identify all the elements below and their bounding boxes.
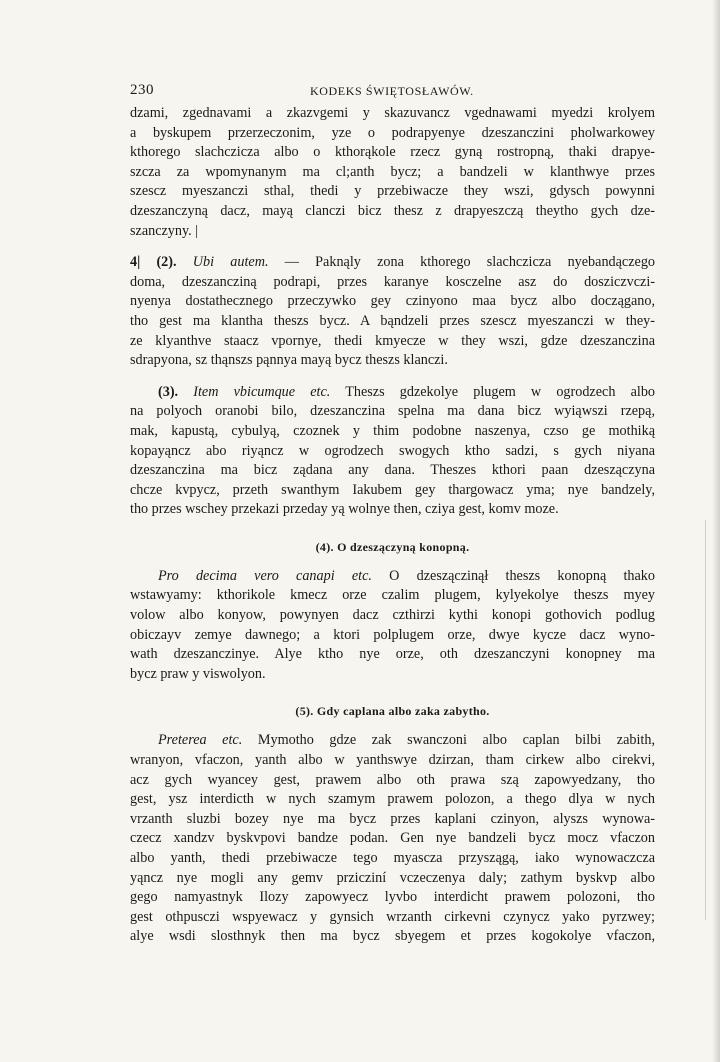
running-head (130, 82, 655, 104)
text-line: gest othpusczi wspyewacz y gynsich wrzanth cirkevni czynycz yako pyrzwey; (130, 908, 655, 925)
latin-incipit: Item vbicumque etc. (193, 383, 331, 400)
text-line: wstawyamy: kthorikole kmecz orze czalim plugem, kylyekolye theszs myey (130, 587, 655, 604)
text-line (130, 567, 655, 587)
text-line: ze klyanthve staacz vpornye, thedi kmyecze w they wszi, gdze dzeszanczina (130, 332, 655, 349)
page-number: 230 (130, 82, 154, 98)
text-line: volow albo konyow, powynyen dacz czthirzi kythi konopi gothovich podlug (130, 607, 655, 624)
text-line: dzeszanczina ma bicz ządana any dana. Theszes kthori paan dzeszączyna (130, 462, 655, 479)
section-3 (130, 383, 655, 520)
text-line: dzami, zgednavami a zkazvgemi y skazuvancz vgednawami myedzi krolyem (130, 105, 655, 121)
text-line: na polyoch oranobi bilo, dzeszanczina spelna ma dana bicz wyiąwszi rzepą, (130, 403, 655, 420)
text-line (130, 731, 655, 751)
text-fragment: Theszs gdzekolye plugem w ogrodzech albo (345, 383, 656, 400)
section-number: (3). (158, 383, 179, 400)
page (130, 82, 655, 947)
text-line: a byskupem przerzeczonim, yze o podrapyenye dzeszanczini pholwarkowey (130, 124, 655, 141)
text-fragment: O dzeszączinął theszs konopną thako (389, 567, 655, 584)
text-line: mak, kapustą, cybulyą, czoznek y thim podobne naszenya, czso ge mothiką (130, 422, 655, 439)
latin-incipit: Pro decima vero canapi etc. (158, 567, 372, 584)
running-title: KODEKS ŚWIĘTOSŁAWÓW. (310, 84, 474, 98)
section-number: (2). (156, 254, 177, 271)
paragraph (130, 253, 655, 371)
text-line: nyenya dostathecznego przeczywko gey czinyono maa bycz albo doczągano, (130, 293, 655, 310)
section-2 (130, 253, 655, 371)
paragraph (130, 567, 655, 685)
text-line: gest, ysz interdicth w nych szamym prawem polozon, a thego dlya w nych (130, 791, 655, 808)
text-line (130, 383, 655, 403)
text-line: gego namyastnyk Ilozy zapowyecz lyvbo interdicht prawem polozoni, tho (130, 889, 655, 906)
text-fragment: — Paknąly zona kthorego slachczicza nyebandączego (284, 254, 656, 271)
text-line: acz gych wyancey gest, prawem albo oth prawa szą zapowyedzany, tho (130, 771, 655, 788)
paragraph (130, 104, 655, 241)
text-line: obiczayv zemye dawnego; a ktori polplugem orze, dwye kycze dacz wyno- (130, 626, 655, 643)
folio-marker: 4| (130, 254, 141, 271)
text-line: sdrapyona, sz thąnszs pąnnya mayą bycz theszs klanczi. (130, 352, 448, 369)
text-line: tho gest ma klantha theszs bycz. A bąndzeli przes szescz myeszanczi w they- (130, 312, 655, 329)
text-fragment: Mymotho gdze zak swanczoni albo caplan bilbi zabith, (257, 732, 655, 749)
text-line: szescz myeszanczi sthal, thedi y przebiwacze they wszi, gdysch powynni (130, 183, 655, 200)
text-line: wranyon, vfaczon, yanth albo w yanthswye dzirzan, tham cirkew albo cirekvi, (130, 752, 655, 769)
section-continuation (130, 104, 655, 241)
text-line: wath dzeszanczinye. Alye ktho nye orze, oth dzeszanczyni konopney ma (130, 646, 655, 663)
section-4 (130, 567, 655, 685)
text-line: vrzanth sluzbi bozey nye ma bycz przes kaplani czinyon, alyszs wynowa- (130, 810, 655, 827)
text-line: alye wsdi slosthnyk then ma bycz sbyegem et przes kogokolye vfaczon, (130, 928, 655, 945)
text-line: kthorego slachczicza albo o kthorąkole rzecz gyną rostropną, thaki drapye- (130, 144, 655, 161)
paragraph (130, 383, 655, 520)
text-line: yąncz nye mogli any gemv przicziní vczeczenya daly; zathym byskvp albo (130, 869, 655, 886)
text-line: dzeszanczyną dacz, mayą clanczi bicz thesz z drapyeszczą theytho gych dze- (130, 202, 655, 219)
section-5 (130, 731, 655, 947)
latin-incipit: Ubi autem. (192, 254, 269, 271)
paragraph (130, 731, 655, 947)
section-heading: (4). O dzeszączyną konopną. (315, 539, 470, 554)
text-line: szanczyny. | (130, 222, 199, 239)
binding-shadow (712, 0, 720, 1062)
page-edge-line (705, 520, 706, 920)
section-heading: (5). Gdy caplana albo zaka zabytho. (295, 704, 490, 719)
text-line: kopayąncz abo riyąncz w ogrodzech swogych ktho sadzi, s gych niyana (130, 442, 655, 459)
text-line: szcza za wpomynanym ma cl;anth bycz; a bandzeli w klanthwye przes (130, 163, 655, 180)
latin-incipit: Preterea etc. (158, 732, 243, 749)
text-line: tho przes wschey przekazi przeday yą wolnye then, cziya gest, komv moze. (130, 501, 559, 518)
text-line: bycz praw y viswolyon. (130, 665, 266, 682)
text-line (130, 253, 655, 273)
text-line: doma, dzeszancziną podrapi, przes karanye kosczelne asz do dosziczvczi- (130, 273, 655, 290)
text-line: albo yanth, thedi przebiwacze tego myascza przyszągą, iako wynowaczcza (130, 850, 655, 866)
text-line: chcze kvpycz, przeth swanthym Iakubem gey thargowacz yma; nye bandzely, (130, 481, 655, 498)
text-line: czecz xandzv byskvpovi bandze podan. Gen nye bandzeli bycz mocz vfaczon (130, 830, 655, 847)
